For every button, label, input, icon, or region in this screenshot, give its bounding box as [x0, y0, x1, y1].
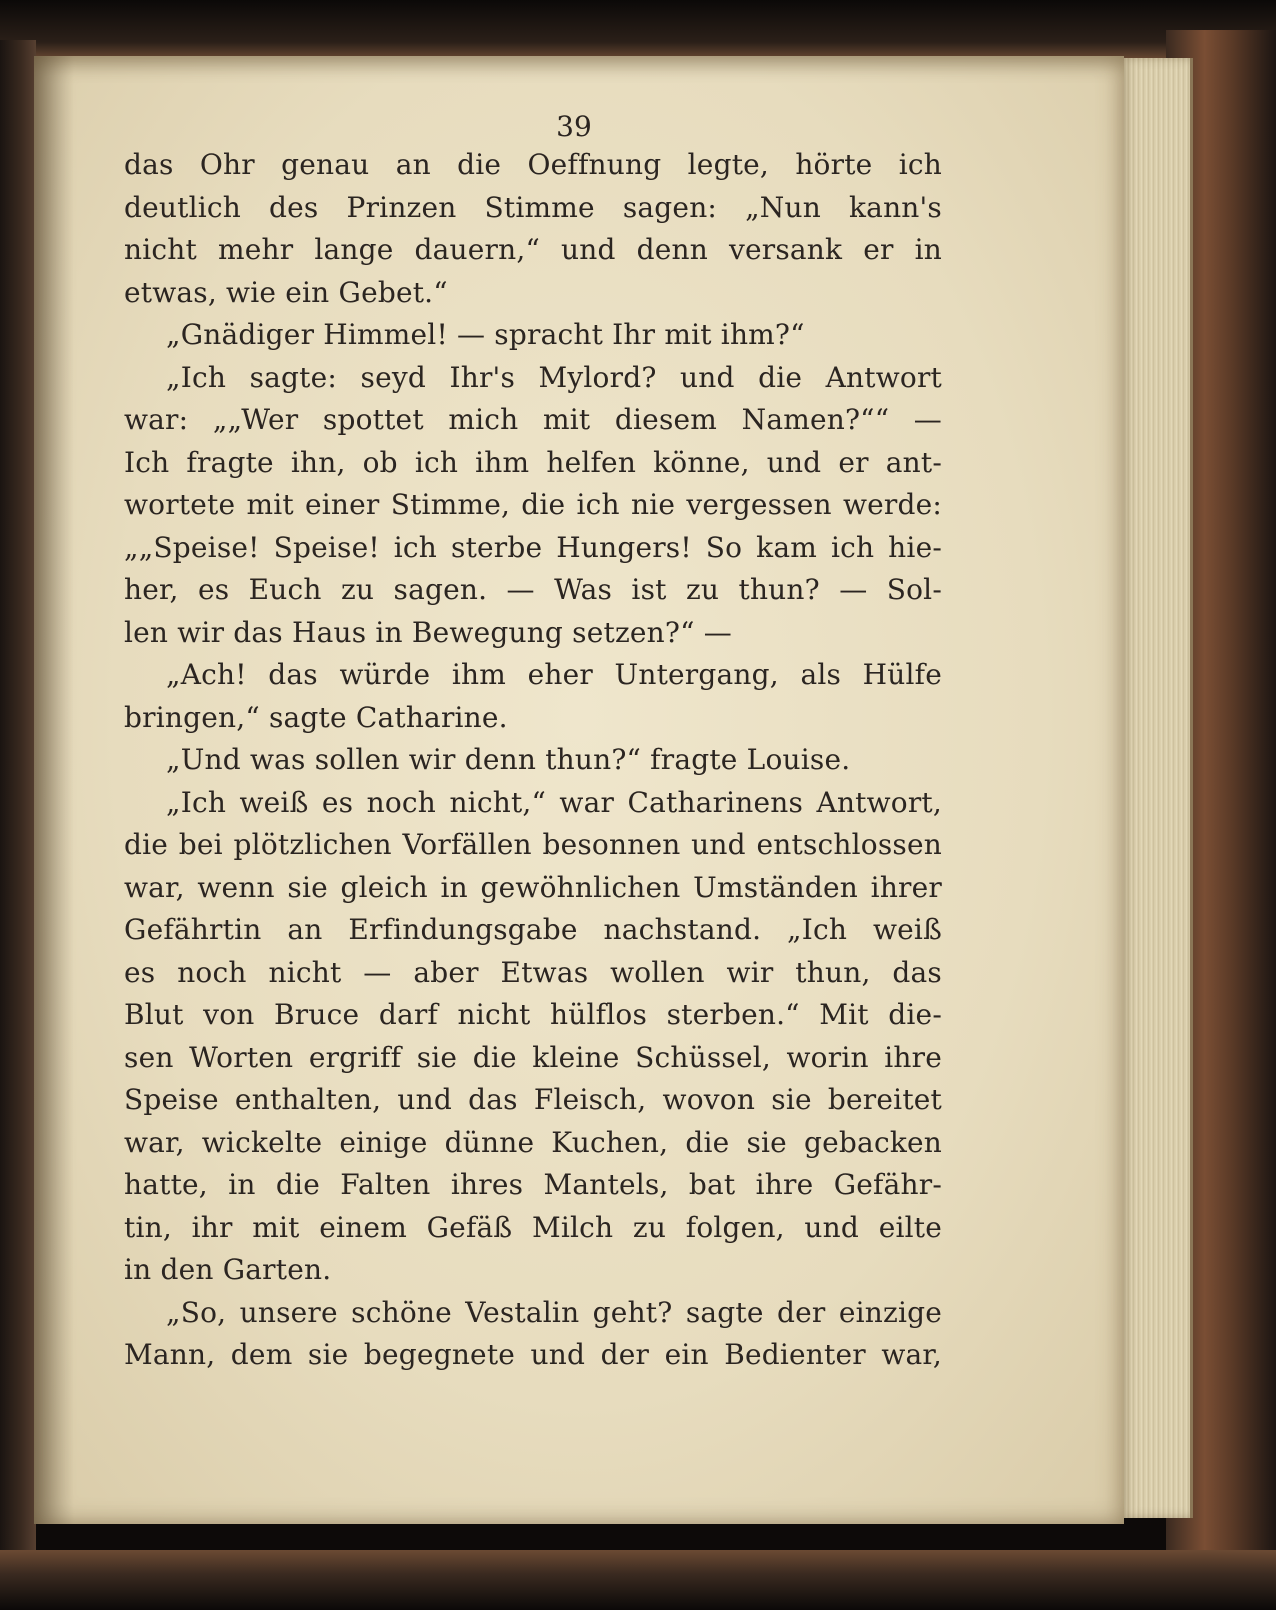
text-line: etwas, wie ein Gebet.“	[124, 275, 448, 309]
page-edges	[1120, 58, 1193, 1518]
text-line: sen Worten ergriff sie die kleine Schüssel, worin ihre	[124, 1040, 942, 1074]
text-line: deutlich des Prinzen Stimme sagen: „Nun kann's	[124, 190, 942, 224]
text-line: wortete mit einer Stimme, die ich nie vergessen werde:	[124, 488, 942, 521]
text-line: „So, unsere schöne Vestalin geht? sagte der einzige	[166, 1295, 942, 1329]
text-line: bringen,“ sagte Catharine.	[124, 700, 508, 734]
text-line: „Ich weiß es noch nicht,“ war Catharinens Antwort,	[166, 785, 942, 819]
text-line: „Gnädiger Himmel! — spracht Ihr mit ihm?“	[166, 318, 805, 351]
text-line: die bei plötzlichen Vorfällen besonnen und entschlossen	[124, 828, 942, 861]
text-line: nicht mehr lange dauern,“ und denn versank er in	[124, 233, 942, 266]
text-line: war: „„Wer spottet mich mit diesem Namen?““ —	[124, 403, 942, 436]
text-line: das Ohr genau an die Oeffnung legte, hörte ich	[124, 148, 942, 181]
book-cover-bottom	[0, 1550, 1276, 1610]
text-line: her, es Euch zu sagen. — Was ist zu thun? — Sol-	[124, 573, 942, 606]
page-number: 39	[556, 110, 592, 143]
text-line: tin, ihr mit einem Gefäß Milch zu folgen, und eilte	[124, 1210, 942, 1244]
text-line: „„Speise! Speise! ich sterbe Hungers! So kam ich hie-	[124, 530, 942, 564]
book-cover-left	[0, 40, 36, 1570]
text-line: es noch nicht — aber Etwas wollen wir thun, das	[124, 955, 942, 989]
text-line: Blut von Bruce darf nicht hülflos sterben.“ Mit die-	[124, 998, 942, 1031]
text-line: Speise enthalten, und das Fleisch, wovon sie bereitet	[124, 1083, 942, 1116]
text-line: Gefährtin an Erfindungsgabe nachstand. „Ich weiß	[124, 913, 942, 946]
text-line: war, wenn sie gleich in gewöhnlichen Umständen ihrer	[124, 870, 942, 904]
body-text	[124, 144, 942, 1377]
book-page	[34, 56, 1124, 1524]
text-line: len wir das Haus in Bewegung setzen?“ —	[124, 615, 732, 649]
text-line: in den Garten.	[124, 1253, 332, 1286]
text-line: „Ach! das würde ihm eher Untergang, als Hülfe	[166, 658, 942, 691]
book-cover-top	[0, 0, 1276, 60]
text-line: hatte, in die Falten ihres Mantels, bat ihre Gefähr-	[124, 1168, 942, 1201]
text-line: Mann, dem sie begegnete und der ein Bedienter war,	[124, 1338, 942, 1371]
text-line: „Und was sollen wir denn thun?“ fragte Louise.	[166, 743, 851, 776]
text-line: war, wickelte einige dünne Kuchen, die sie gebacken	[124, 1125, 942, 1159]
gutter-shadow	[34, 56, 74, 1524]
text-line: „Ich sagte: seyd Ihr's Mylord? und die Antwort	[166, 360, 942, 394]
text-line: Ich fragte ihn, ob ich ihm helfen könne, und er ant-	[124, 445, 942, 479]
